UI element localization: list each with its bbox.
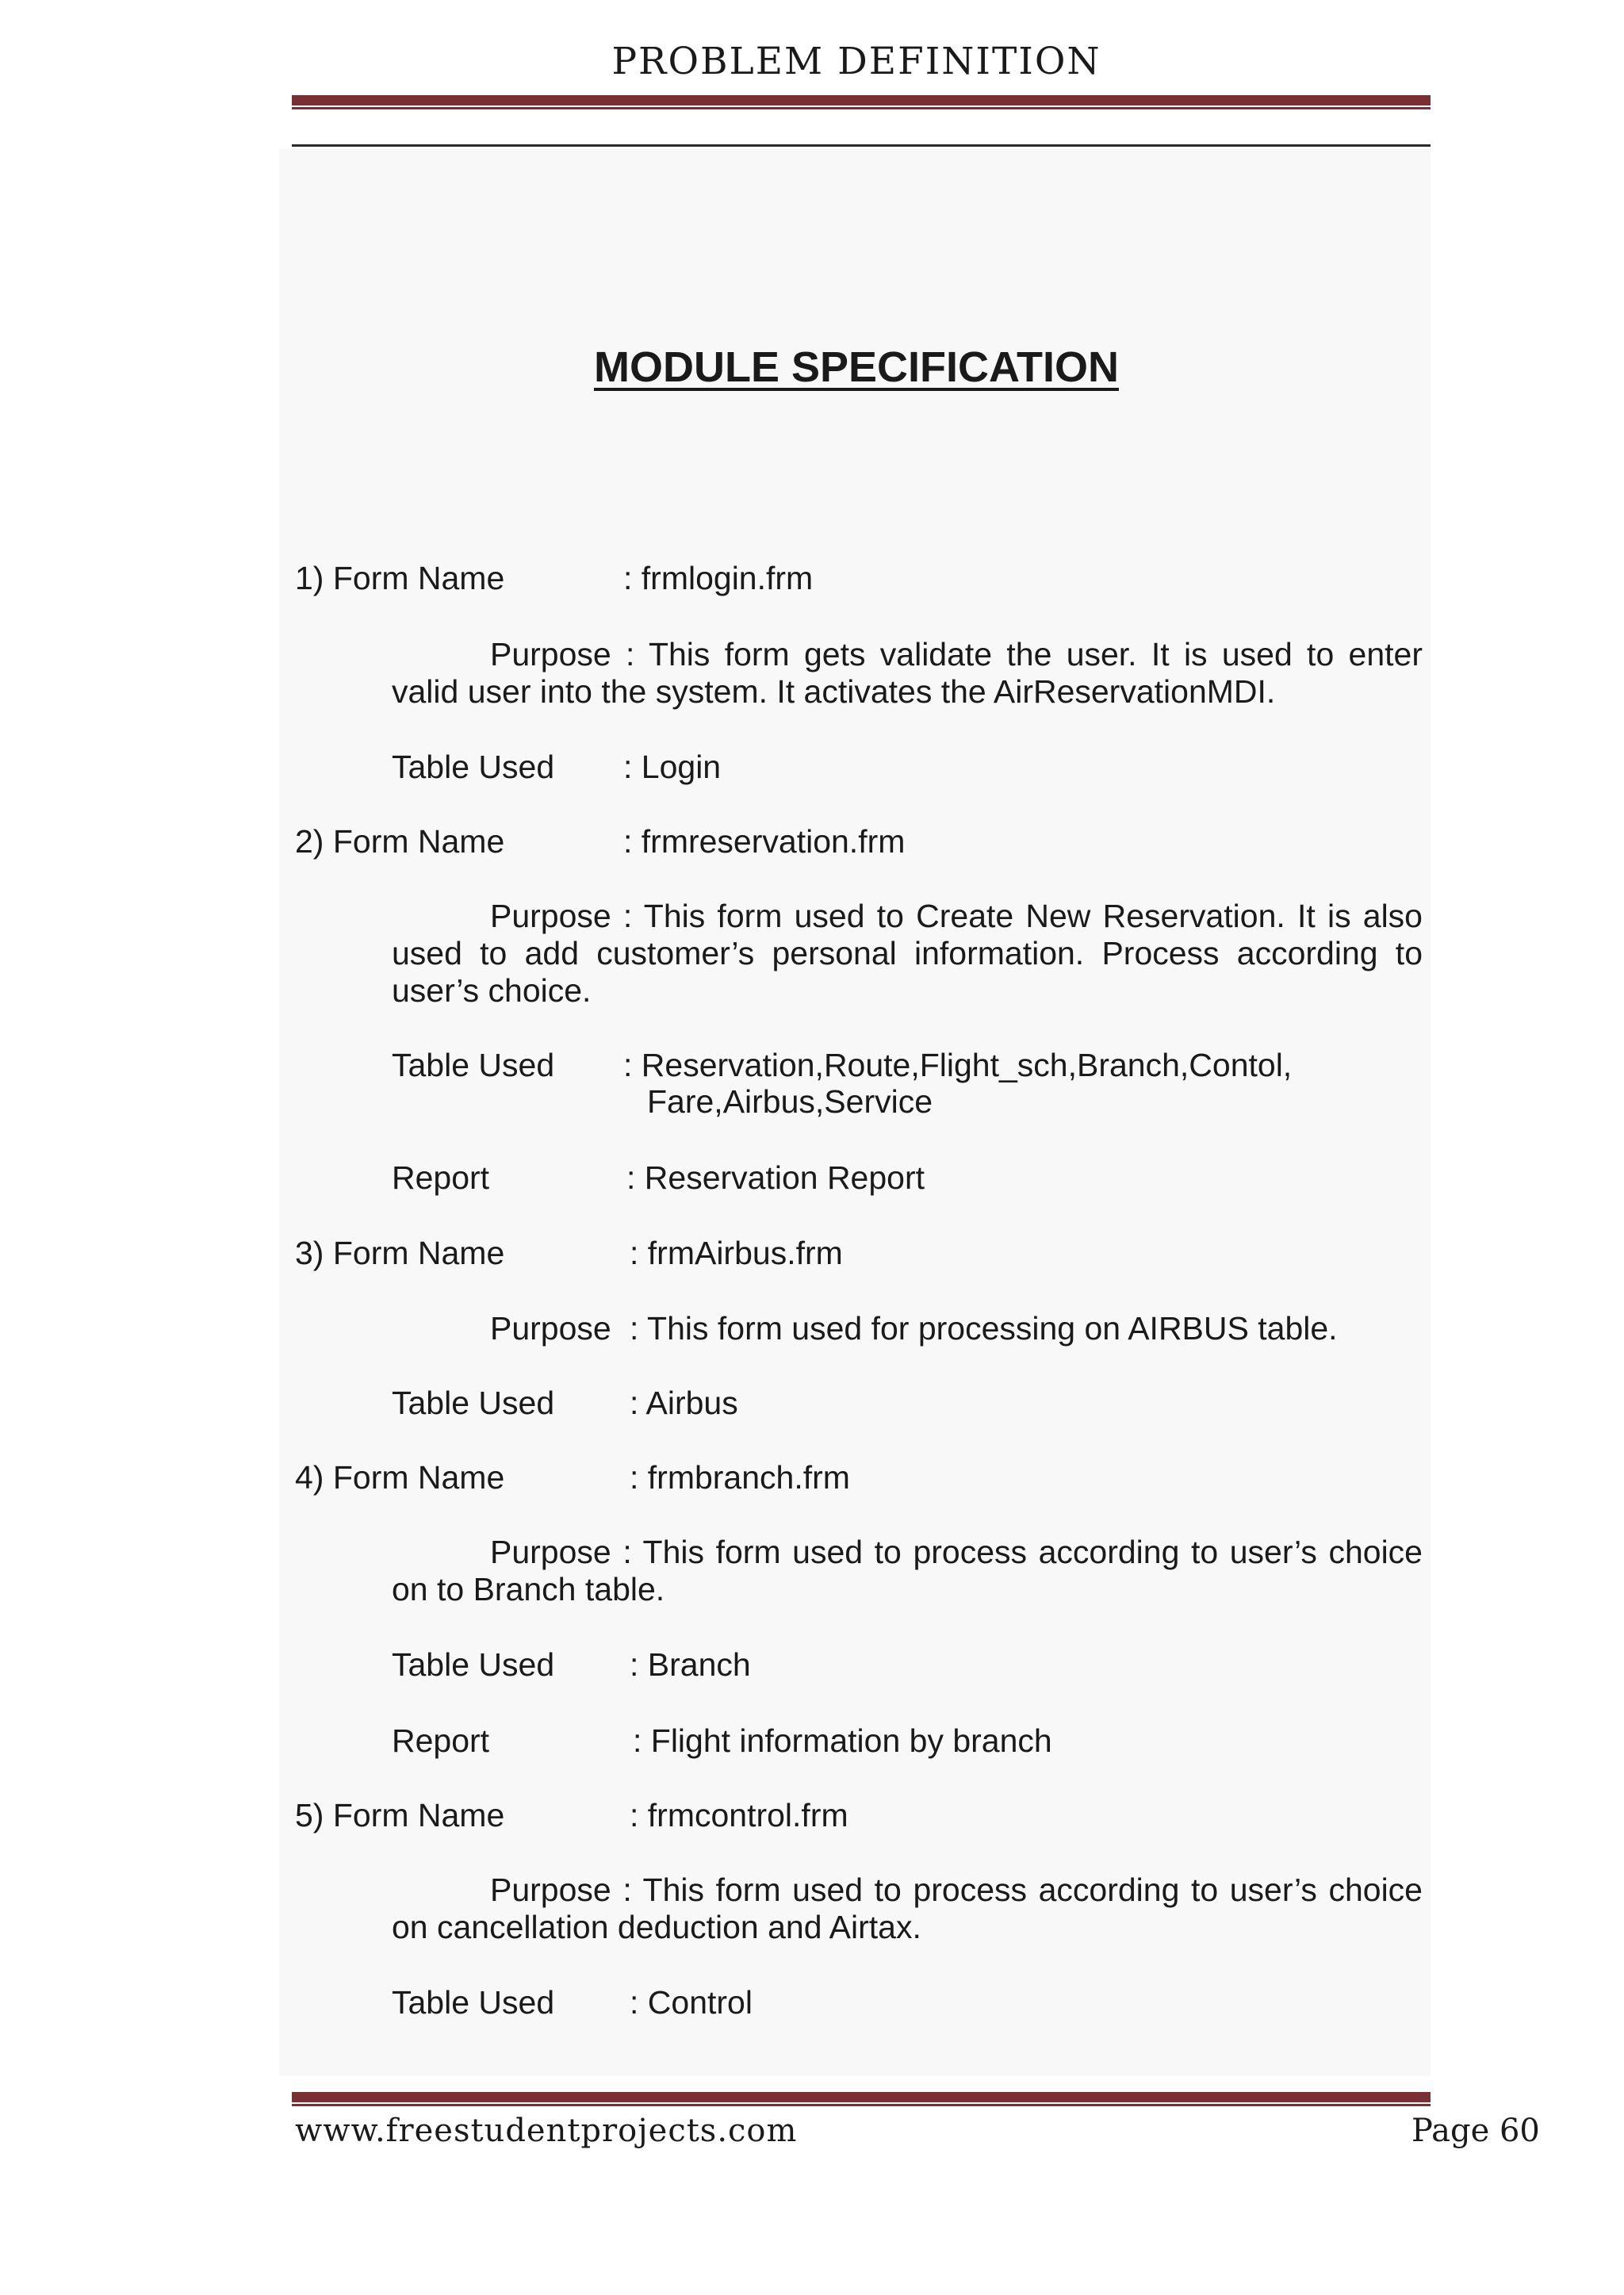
- form-3-table-value: : Airbus: [630, 1385, 738, 1421]
- form-5-purpose-text: : This form used to process according to user’s choice on cancellation deduction and Airtax.: [392, 1872, 1423, 1945]
- footer-website-link[interactable]: www.freestudentprojects.com: [295, 2113, 798, 2149]
- form-4-name-value: : frmbranch.frm: [630, 1459, 850, 1496]
- header-rule-thin: [292, 107, 1431, 109]
- form-4-report-value: : Flight information by branch: [633, 1722, 1052, 1759]
- form-3-name-label: 3) Form Name: [295, 1235, 505, 1271]
- form-1-table-label: Table Used: [392, 749, 555, 785]
- header-rule-thick: [292, 95, 1431, 105]
- form-3-purpose-label: Purpose: [490, 1310, 611, 1347]
- form-4-table-value: : Branch: [630, 1646, 751, 1683]
- form-4-purpose: [392, 1534, 1423, 1608]
- module-specification-heading: MODULE SPECIFICATION: [593, 343, 1119, 391]
- form-1-table-value: : Login: [623, 749, 722, 785]
- footer-rule-thin: [292, 2104, 1431, 2106]
- form-4-purpose-label: Purpose: [490, 1534, 611, 1570]
- form-2-table-value: : Reservation,Route,Flight_sch,Branch,Contol,: [623, 1047, 1293, 1083]
- form-2-report-value: : Reservation Report: [626, 1159, 925, 1196]
- form-3-purpose-text: : This form used for processing on AIRBUS table.: [630, 1310, 1338, 1347]
- form-5-name-label: 5) Form Name: [295, 1797, 505, 1833]
- form-2-name-value: : frmreservation.frm: [623, 823, 906, 860]
- form-2-table-value-continued: Fare,Airbus,Service: [647, 1083, 933, 1120]
- form-2-purpose-text: : This form used to Create New Reservation. It is also used to add customer’s personal information. Process according to user’s choice.: [392, 898, 1423, 1009]
- form-4-report-label: Report: [392, 1722, 490, 1759]
- form-2-table-label: Table Used: [392, 1047, 555, 1083]
- footer-rule-thick: [292, 2092, 1431, 2102]
- form-3-name-value: : frmAirbus.frm: [630, 1235, 843, 1271]
- form-5-purpose: [392, 1872, 1423, 1946]
- form-5-table-label: Table Used: [392, 1984, 555, 2021]
- form-1-name-label: 1) Form Name: [295, 560, 505, 596]
- footer-page-number: Page 60: [1411, 2113, 1540, 2149]
- form-1-purpose-text: : This form gets validate the user. It is used to enter valid user into the system. It activates the AirReservationMDI.: [392, 636, 1423, 710]
- form-2-purpose-label: Purpose: [490, 898, 611, 934]
- form-2-report-label: Report: [392, 1159, 490, 1196]
- header-rule-black: [292, 144, 1431, 147]
- form-4-table-label: Table Used: [392, 1646, 555, 1683]
- form-4-purpose-text: : This form used to process according to user’s choice on to Branch table.: [392, 1534, 1423, 1607]
- form-5-name-value: : frmcontrol.frm: [630, 1797, 848, 1833]
- form-1-name-value: : frmlogin.frm: [623, 560, 814, 596]
- form-5-purpose-label: Purpose: [490, 1872, 611, 1908]
- form-1-purpose-label: Purpose: [490, 636, 611, 672]
- form-3-table-label: Table Used: [392, 1385, 555, 1421]
- form-5-table-value: : Control: [630, 1984, 753, 2021]
- form-2-purpose: [392, 898, 1423, 1010]
- form-1-purpose: [392, 636, 1423, 711]
- form-4-name-label: 4) Form Name: [295, 1459, 505, 1496]
- header-title: PROBLEM DEFINITION: [611, 40, 1101, 83]
- form-2-name-label: 2) Form Name: [295, 823, 505, 860]
